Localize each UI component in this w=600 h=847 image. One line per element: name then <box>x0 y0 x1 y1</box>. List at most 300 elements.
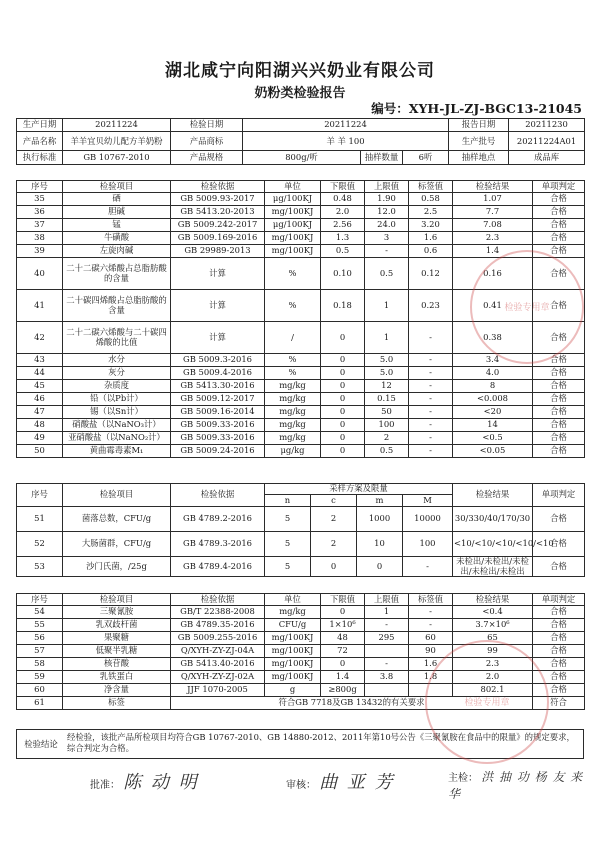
micro-col-item: 检验项目 <box>63 484 171 507</box>
cell-no: 53 <box>17 557 63 577</box>
micro-col-result: 检验结果 <box>453 484 533 507</box>
cell-no: 61 <box>17 697 63 710</box>
cell-lower-limit: 0.48 <box>321 193 365 206</box>
cell-basis: GB 4789.2-2016 <box>171 507 265 532</box>
test-date-value: 20211224 <box>243 119 449 132</box>
cell-upper-limit: 1.90 <box>365 193 409 206</box>
cell-unit: mg/kg <box>265 406 321 419</box>
main-col-result: 检验结果 <box>453 181 533 193</box>
cell-lower-limit: 0 <box>321 406 365 419</box>
table-row <box>17 245 585 258</box>
cell-m: 0 <box>357 557 403 577</box>
brand-label: 产品商标 <box>171 132 243 151</box>
cell-judgement: 合格 <box>533 606 585 619</box>
cell-result: 2.3 <box>453 232 533 245</box>
micro-col-no: 序号 <box>17 484 63 507</box>
cell-lower-limit: 1.3 <box>321 232 365 245</box>
cell-upper-limit: 0.15 <box>365 393 409 406</box>
stamp-lower-text: 检验专用章 <box>464 697 510 708</box>
prod-date-value: 20211224 <box>63 119 171 132</box>
cell-M: 100 <box>403 532 453 557</box>
cell-upper-limit: - <box>365 619 409 632</box>
table-row <box>17 606 585 619</box>
cell-judgement: 符合 <box>533 697 585 710</box>
cell-judgement: 合格 <box>533 632 585 645</box>
cell-no: 49 <box>17 432 63 445</box>
cell-unit: mg/100KJ <box>265 232 321 245</box>
cell-n: 5 <box>265 557 311 577</box>
cell-result: 2.3 <box>453 658 533 671</box>
main-col-lower-limit: 下限值 <box>321 181 365 193</box>
cell-no: 40 <box>17 258 63 290</box>
cell-label-value: 1.6 <box>409 232 453 245</box>
table-row <box>17 432 585 445</box>
cell-basis: GB 5009.33-2016 <box>171 419 265 432</box>
cell-result: 3.7×10⁶ <box>453 619 533 632</box>
cell-unit: mg/100KJ <box>265 671 321 684</box>
review-signature <box>286 768 395 794</box>
cell-unit: % <box>265 290 321 322</box>
cell-label-value: 1.6 <box>409 658 453 671</box>
cell-result: 1.07 <box>453 193 533 206</box>
cell-result: 1.4 <box>453 245 533 258</box>
cell-lower-limit: 1.4 <box>321 671 365 684</box>
cell-result: <0.4 <box>453 606 533 619</box>
cell-result: 未检出/未检出/未检出/未检出/未检出 <box>453 557 533 577</box>
cell-result: 30/330/40/170/30 <box>453 507 533 532</box>
table-row <box>17 219 585 232</box>
cell-label-value: - <box>409 445 453 458</box>
spec-value: 800g/听 <box>243 151 361 164</box>
stamp-upper-text: 检验专用章 <box>504 303 550 314</box>
cell-judgement: 合格 <box>533 619 585 632</box>
main-header-row <box>17 181 585 193</box>
table-row <box>17 507 585 532</box>
batch-value: 20211224A01 <box>509 132 585 151</box>
table-row <box>17 258 585 290</box>
cell-no: 41 <box>17 290 63 322</box>
cell-item: 杂质度 <box>63 380 171 393</box>
cell-lower-limit: 72 <box>321 645 365 658</box>
info-row-product <box>17 132 585 151</box>
bottom-col-judgement: 单项判定 <box>533 594 585 606</box>
cell-upper-limit: 5.0 <box>365 367 409 380</box>
cell-basis: GB 5413.30-2016 <box>171 380 265 393</box>
cell-item: 锡（以Sn计） <box>63 406 171 419</box>
cell-no: 36 <box>17 206 63 219</box>
cell-basis: 计算 <box>171 290 265 322</box>
cell-unit: mg/kg <box>265 419 321 432</box>
cell-upper-limit: 24.0 <box>365 219 409 232</box>
table-row <box>17 354 585 367</box>
cell-basis: GB 4789.4-2016 <box>171 557 265 577</box>
cell-no: 56 <box>17 632 63 645</box>
cell-label-value: - <box>409 354 453 367</box>
cell-M: - <box>403 557 453 577</box>
cell-basis: GB 5009.242-2017 <box>171 219 265 232</box>
cell-basis: GB 4789.3-2016 <box>171 532 265 557</box>
approve-signature <box>90 768 199 794</box>
cell-no: 47 <box>17 406 63 419</box>
table-row <box>17 367 585 380</box>
inspect-label: 主检： <box>448 773 478 784</box>
cell-result: <0.5 <box>453 432 533 445</box>
micro-col-judge: 单项判定 <box>533 484 585 507</box>
cell-label-value: 60 <box>409 632 453 645</box>
cell-unit: CFU/g <box>265 619 321 632</box>
cell-basis: Q/XYH-ZY-ZJ-04A <box>171 645 265 658</box>
cell-item: 亚硝酸盐（以NaNO₂计） <box>63 432 171 445</box>
cell-result: 0.38 <box>453 322 533 354</box>
main-col-upper-limit: 上限值 <box>365 181 409 193</box>
cell-no: 54 <box>17 606 63 619</box>
cell-basis: GB 5009.24-2016 <box>171 445 265 458</box>
cell-result: <20 <box>453 406 533 419</box>
cell-label-value: - <box>409 367 453 380</box>
cell-upper-limit <box>365 684 409 697</box>
sample-qty-label: 抽样数量 <box>361 151 403 164</box>
table-row <box>17 206 585 219</box>
cell-item: 硝酸盐（以NaNO₃计） <box>63 419 171 432</box>
cell-basis: GB 5009.33-2016 <box>171 432 265 445</box>
bottom-col-item: 检验项目 <box>63 594 171 606</box>
cell-result: 7.08 <box>453 219 533 232</box>
table-row <box>17 445 585 458</box>
cell-lower-limit: 48 <box>321 632 365 645</box>
micro-col-c: c <box>311 495 357 507</box>
cell-upper-limit: 1 <box>365 606 409 619</box>
cell-unit: mg/kg <box>265 380 321 393</box>
cell-unit: g <box>265 684 321 697</box>
cell-upper-limit: 1 <box>365 322 409 354</box>
cell-lower-limit: 0 <box>321 419 365 432</box>
cell-lower-limit: 0 <box>321 606 365 619</box>
cell-upper-limit: 12.0 <box>365 206 409 219</box>
cell-label-value: 0.58 <box>409 193 453 206</box>
cell-upper-limit: 3 <box>365 232 409 245</box>
micro-col-n: n <box>265 495 311 507</box>
cell-no: 37 <box>17 219 63 232</box>
cell-judgement: 合格 <box>533 232 585 245</box>
cell-label-value: - <box>409 393 453 406</box>
product-name-value: 羊羊宜贝幼儿配方羊奶粉 <box>63 132 171 151</box>
cell-lower-limit: 0.18 <box>321 290 365 322</box>
cell-label-value: - <box>409 406 453 419</box>
report-date-value: 20211230 <box>509 119 585 132</box>
bottom-col-upper-limit: 上限值 <box>365 594 409 606</box>
table-row <box>17 632 585 645</box>
approve-name: 陈 动 明 <box>123 772 199 793</box>
cell-judgement: 合格 <box>533 445 585 458</box>
cell-judgement: 合格 <box>533 258 585 290</box>
cell-label-value <box>409 684 453 697</box>
cell-upper-limit: 3.8 <box>365 671 409 684</box>
cell-item: 净含量 <box>63 684 171 697</box>
conclusion-box <box>16 729 584 759</box>
test-date-label: 检验日期 <box>171 119 243 132</box>
cell-lower-limit: 2.0 <box>321 206 365 219</box>
cell-upper-limit: 2 <box>365 432 409 445</box>
batch-label: 生产批号 <box>449 132 509 151</box>
micro-col-basis: 检验依据 <box>171 484 265 507</box>
cell-judgement: 合格 <box>533 684 585 697</box>
main-col-label-value: 标签值 <box>409 181 453 193</box>
cell-result: 65 <box>453 632 533 645</box>
cell-judgement: 合格 <box>533 219 585 232</box>
main-results-table <box>16 180 585 458</box>
cell-basis: GB 5009.3-2016 <box>171 354 265 367</box>
cell-no: 50 <box>17 445 63 458</box>
cell-unit: mg/100KJ <box>265 245 321 258</box>
cell-item: 牛磺酸 <box>63 232 171 245</box>
cell-unit: mg/kg <box>265 393 321 406</box>
table-row <box>17 557 585 577</box>
cell-upper-limit: 50 <box>365 406 409 419</box>
cell-judgement: 合格 <box>533 406 585 419</box>
micro-col-m: m <box>357 495 403 507</box>
cell-item: 三聚氰胺 <box>63 606 171 619</box>
cell-judgement: 合格 <box>533 245 585 258</box>
standard-label: 执行标准 <box>17 151 63 164</box>
cell-c: 0 <box>311 557 357 577</box>
info-row-standard <box>17 151 585 164</box>
standard-value: GB 10767-2010 <box>63 151 171 164</box>
cell-result: <0.008 <box>453 393 533 406</box>
review-name: 曲 亚 芳 <box>319 772 395 793</box>
cell-result: <0.05 <box>453 445 533 458</box>
cell-result: 99 <box>453 645 533 658</box>
cell-unit: % <box>265 367 321 380</box>
cell-basis: GB 5413.20-2013 <box>171 206 265 219</box>
bottom-col-label-value: 标签值 <box>409 594 453 606</box>
cell-item: 胆碱 <box>63 206 171 219</box>
cell-basis: Q/XYH-ZY-ZJ-02A <box>171 671 265 684</box>
brand-value: 羊 羊 100 <box>243 132 449 151</box>
cell-unit: mg/100KJ <box>265 632 321 645</box>
cell-no: 35 <box>17 193 63 206</box>
inspect-signature <box>448 768 600 802</box>
cell-no: 60 <box>17 684 63 697</box>
cell-item: 锰 <box>63 219 171 232</box>
cell-no: 52 <box>17 532 63 557</box>
cell-basis: GB 4789.35-2016 <box>171 619 265 632</box>
cell-unit: mg/100KJ <box>265 658 321 671</box>
cell-upper-limit: 295 <box>365 632 409 645</box>
cell-upper-limit: 12 <box>365 380 409 393</box>
table-row <box>17 406 585 419</box>
cell-basis: GB 5009.4-2016 <box>171 367 265 380</box>
bottom-col-unit: 单位 <box>265 594 321 606</box>
cell-item: 沙门氏菌，/25g <box>63 557 171 577</box>
cell-judgement: 合格 <box>533 432 585 445</box>
cell-item: 二十二碳六烯酸占总脂肪酸的含量 <box>63 258 171 290</box>
main-col-item: 检验项目 <box>63 181 171 193</box>
cell-upper-limit: 1 <box>365 290 409 322</box>
table-row <box>17 645 585 658</box>
cell-label-value: 1.8 <box>409 671 453 684</box>
cell-no: 43 <box>17 354 63 367</box>
inspect-name: 洪 抽 功 杨 友 来 华 <box>448 770 584 801</box>
cell-judgement: 合格 <box>533 354 585 367</box>
info-row-dates <box>17 119 585 132</box>
cell-unit: % <box>265 354 321 367</box>
cell-result: 3.4 <box>453 354 533 367</box>
cell-label-value: - <box>409 380 453 393</box>
report-date-label: 报告日期 <box>449 119 509 132</box>
cell-judgement: 合格 <box>533 532 585 557</box>
cell-lower-limit: 0 <box>321 354 365 367</box>
cell-judgement: 合格 <box>533 645 585 658</box>
prod-date-label: 生产日期 <box>17 119 63 132</box>
cell-judgement: 合格 <box>533 322 585 354</box>
table-row <box>17 658 585 671</box>
cell-item: 大肠菌群，CFU/g <box>63 532 171 557</box>
cell-label-value: - <box>409 432 453 445</box>
table-row <box>17 619 585 632</box>
cell-unit: μg/kg <box>265 445 321 458</box>
cell-label-value: 3.20 <box>409 219 453 232</box>
cell-judgement: 合格 <box>533 658 585 671</box>
cell-judgement: 合格 <box>533 290 585 322</box>
cell-no: 48 <box>17 419 63 432</box>
cell-no: 59 <box>17 671 63 684</box>
cell-n: 5 <box>265 532 311 557</box>
cell-judgement: 合格 <box>533 206 585 219</box>
cell-item: 乳铁蛋白 <box>63 671 171 684</box>
cell-lower-limit: ≥800g <box>321 684 365 697</box>
cell-result: 4.0 <box>453 367 533 380</box>
table-row <box>17 322 585 354</box>
cell-upper-limit: 0.5 <box>365 445 409 458</box>
cell-unit: % <box>265 258 321 290</box>
cell-unit: mg/100KJ <box>265 645 321 658</box>
cell-item: 标签 <box>63 697 171 710</box>
table-row <box>17 290 585 322</box>
cell-basis: GB 5009.255-2016 <box>171 632 265 645</box>
table-row <box>17 232 585 245</box>
cell-M: 10000 <box>403 507 453 532</box>
cell-label-value: 0.6 <box>409 245 453 258</box>
cell-item: 二十二碳六烯酸与二十碳四烯酸的比值 <box>63 322 171 354</box>
cell-m: 1000 <box>357 507 403 532</box>
cell-merged-requirement: 符合GB 7718及GB 13432的有关要求 <box>171 697 533 710</box>
micro-header-row-1 <box>17 484 585 495</box>
cell-upper-limit: - <box>365 658 409 671</box>
bottom-col-lower-limit: 下限值 <box>321 594 365 606</box>
cell-item: 低聚半乳糖 <box>63 645 171 658</box>
cell-label-value: 0.12 <box>409 258 453 290</box>
cell-result: 802.1 <box>453 684 533 697</box>
cell-no: 38 <box>17 232 63 245</box>
cell-unit: μg/100KJ <box>265 193 321 206</box>
cell-upper-limit: 100 <box>365 419 409 432</box>
cell-judgement: 合格 <box>533 671 585 684</box>
cell-label-value: - <box>409 619 453 632</box>
table-row <box>17 671 585 684</box>
cell-lower-limit: 0 <box>321 380 365 393</box>
cell-unit: / <box>265 322 321 354</box>
cell-upper-limit: - <box>365 245 409 258</box>
cell-lower-limit: 2.56 <box>321 219 365 232</box>
cell-basis: GB/T 22388-2008 <box>171 606 265 619</box>
cell-basis: GB 5009.16-2014 <box>171 406 265 419</box>
conclusion-label: 检验结论 <box>24 739 58 749</box>
bottom-col-result: 检验结果 <box>453 594 533 606</box>
cell-label-value: - <box>409 606 453 619</box>
cell-no: 55 <box>17 619 63 632</box>
cell-unit: mg/kg <box>265 606 321 619</box>
main-col-basis: 检验依据 <box>171 181 265 193</box>
cell-item: 菌落总数，CFU/g <box>63 507 171 532</box>
cell-lower-limit: 0 <box>321 432 365 445</box>
cell-judgement: 合格 <box>533 419 585 432</box>
cell-unit: μg/100KJ <box>265 219 321 232</box>
cell-item: 核苷酸 <box>63 658 171 671</box>
cell-result: 8 <box>453 380 533 393</box>
cell-result: 14 <box>453 419 533 432</box>
micro-results-table <box>16 483 585 577</box>
review-label: 审核： <box>286 780 316 791</box>
bottom-results-table <box>16 593 585 710</box>
cell-judgement: 合格 <box>533 557 585 577</box>
bottom-header-row <box>17 594 585 606</box>
report-subtitle: 奶粉类检验报告 <box>254 86 346 101</box>
cell-item: 黄曲霉毒素M₁ <box>63 445 171 458</box>
cell-basis: GB 5009.93-2017 <box>171 193 265 206</box>
sample-qty-value: 6听 <box>403 151 449 164</box>
cell-unit: mg/100KJ <box>265 206 321 219</box>
cell-judgement: 合格 <box>533 507 585 532</box>
conclusion-text: 经检验，该批产品所检项目均符合GB 10767-2010、GB 14880-2012、2011年第10号公告《三聚氰胺在食品中的限量》的规定要求，综合判定为合格。 <box>67 732 575 753</box>
cell-item: 水分 <box>63 354 171 367</box>
cell-c: 2 <box>311 507 357 532</box>
cell-basis: 计算 <box>171 258 265 290</box>
cell-upper-limit <box>365 645 409 658</box>
cell-label-value: 90 <box>409 645 453 658</box>
company-name: 湖北咸宁向阳湖兴兴奶业有限公司 <box>165 61 435 81</box>
cell-judgement: 合格 <box>533 193 585 206</box>
cell-item: 铅（以Pb计） <box>63 393 171 406</box>
bottom-col-basis: 检验依据 <box>171 594 265 606</box>
cell-basis: GB 5413.40-2016 <box>171 658 265 671</box>
main-col-unit: 单位 <box>265 181 321 193</box>
cell-lower-limit: 1×10⁶ <box>321 619 365 632</box>
product-name-label: 产品名称 <box>17 132 63 151</box>
table-row <box>17 393 585 406</box>
cell-upper-limit: 5.0 <box>365 354 409 367</box>
spec-label: 产品规格 <box>171 151 243 164</box>
cell-basis: JJF 1070-2005 <box>171 684 265 697</box>
bottom-col-no: 序号 <box>17 594 63 606</box>
cell-basis: GB 5009.12-2017 <box>171 393 265 406</box>
cell-no: 46 <box>17 393 63 406</box>
cell-basis: GB 5009.169-2016 <box>171 232 265 245</box>
cell-label-value: 2.5 <box>409 206 453 219</box>
cell-no: 44 <box>17 367 63 380</box>
approve-label: 批准： <box>90 780 120 791</box>
main-col-no: 序号 <box>17 181 63 193</box>
cell-item: 果聚糖 <box>63 632 171 645</box>
cell-judgement: 合格 <box>533 380 585 393</box>
main-col-judgement: 单项判定 <box>533 181 585 193</box>
cell-item: 二十碳四烯酸占总脂肪酸的含量 <box>63 290 171 322</box>
cell-result: 2.0 <box>453 671 533 684</box>
cell-label-value: 0.23 <box>409 290 453 322</box>
cell-result: 7.7 <box>453 206 533 219</box>
cell-lower-limit: 0 <box>321 367 365 380</box>
micro-col-plan: 采样方案及限量 <box>265 484 453 495</box>
cell-upper-limit: 0.5 <box>365 258 409 290</box>
